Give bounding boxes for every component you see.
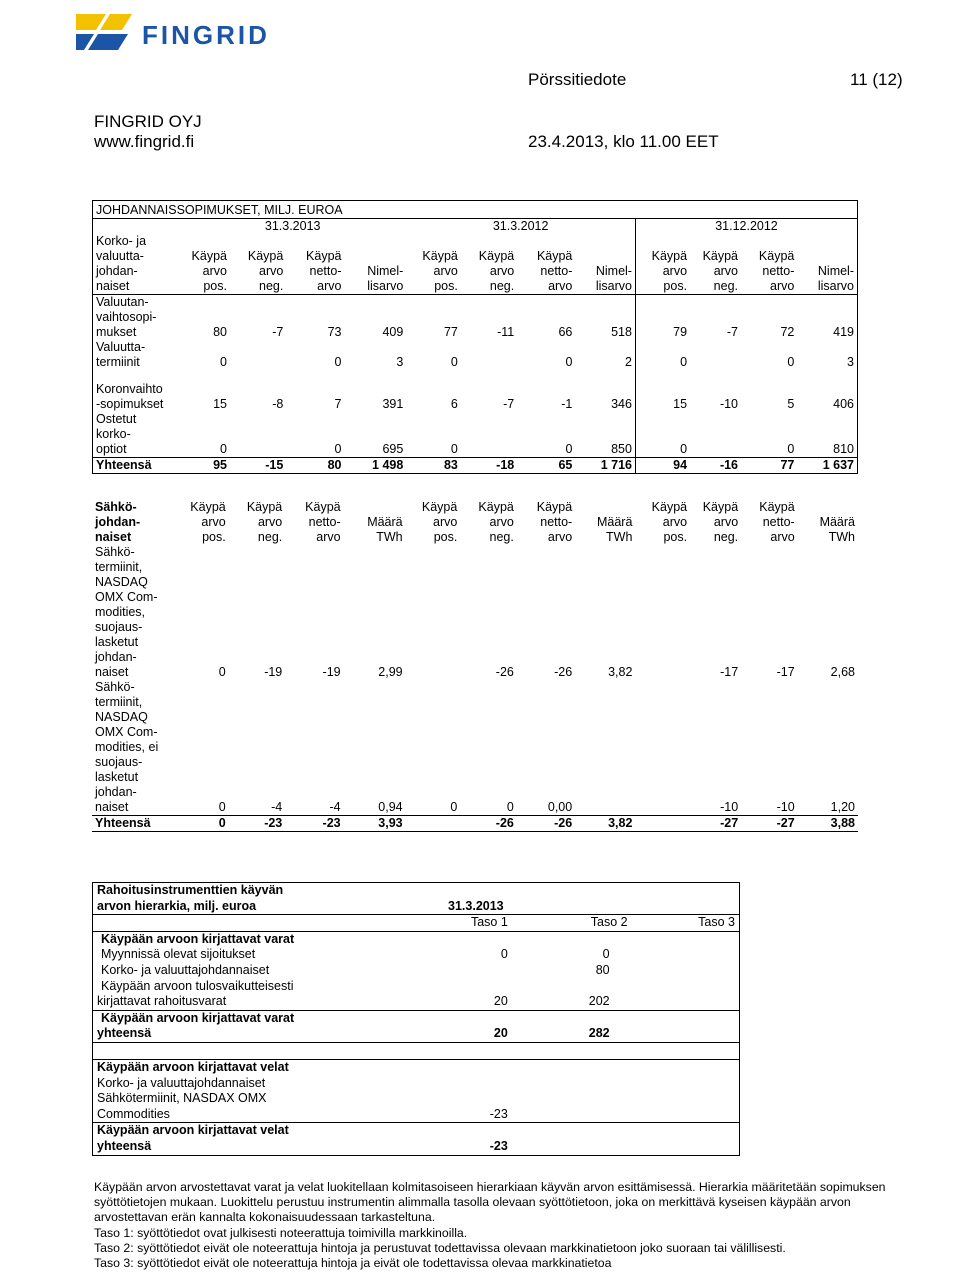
table-row: mukset 80 -7 73 409 77 -11 66 518 79 -7 72 419 [96,325,854,339]
table-row: Myynnissä olevat sijoitukset 0 0 [101,947,610,962]
table-row: kirjattavat rahoitusvarat 20 202 [97,994,610,1009]
section2-label-line2: johdan- [95,515,141,529]
section1-label-line4: naiset [96,279,130,293]
hierarchy-date: 31.3.2013 [400,899,739,915]
section1-label-line2: valuutta- [96,249,144,263]
hierarchy-title-line2: arvon hierarkia, milj. euroa [93,899,401,915]
section1-label-line1: Korko- ja [96,234,147,248]
logo-mark-blue-2 [88,34,128,50]
fair-value-hierarchy-table: Rahoitusinstrumenttien käyvän arvon hierarkia, milj. euroa 31.3.2013 Taso 1 Taso 2 Taso 3 Käypään arvoon kirjattavat varat Myynnissä olevat sijoitukset 0 0 Korko- ja valuuttajohdannaiset 80 Käypään arvoon tulosvaikutteisesti kirjattavat rahoitusvarat 20 202 Käypään arvoon kirjattavat varat yhteensä 20 282 Käypään arvoon kirjattavat velat Korko- ja valuuttajohdannaiset Sähkötermiinit, NASDAX OMX Commodities -23 Käypään arvoon kirjattavat velat yhteensä -23 [92,882,740,1156]
footnote-intro: Käypään arvon arvostettavat varat ja velat luokitellaan kolmitasoiseen hierarkiaan käyvän arvon esittämisessä. Hierarkia määritetään sopimuksen syöttötietojen mukaan. Luokittelu perustuu instrumentin alimmalla tasolla olevaan syöttötietoon, joka on merkittävä kyseisen käypään arvon arvostettavan erän kannalta kokonaisuudessaan tarkasteltuna. [94,1180,886,1225]
table-row: Commodities -23 [97,1106,508,1121]
level-3-header: Taso 3 [632,915,740,932]
total-row: yhteensä 20 282 [93,1026,740,1042]
table-row: naiset 0 -4 -4 0,94 0 0 0,00 -10 -10 1,20 [95,800,855,814]
company-website: www.fingrid.fi [94,132,195,151]
doc-type: Pörssitiedote [528,70,627,89]
row-label: Valuutan- [93,295,180,311]
logo-mark-yellow-2 [100,14,132,30]
total-row: Yhteensä 0 -23 -23 3,93 -26 -26 3,82 -27 -27 3,88 [92,816,858,832]
assets-heading: Käypään arvoon kirjattavat varat [101,931,295,946]
total-row: yhteensä -23 [97,1138,508,1153]
period-header-3: 31.12.2012 [635,219,857,235]
footnotes [94,1180,914,1271]
logo-text: FINGRID [142,20,270,50]
release-datetime: 23.4.2013, klo 11.00 EET [528,132,719,151]
period-header-2: 31.3.2012 [406,219,635,235]
section2-label-line1: Sähkö- [95,500,137,514]
total-row: Yhteensä 95 -15 80 1 498 83 -18 65 1 716 94 -16 77 1 637 [93,458,858,474]
period-header-1: 31.3.2013 [179,219,406,235]
derivatives-title: JOHDANNAISSOPIMUKSET, MILJ. EUROA [96,203,343,217]
fingrid-logo [72,8,302,54]
liabilities-heading: Käypään arvoon kirjattavat velat [93,1059,740,1075]
level-2-header: Taso 2 [512,915,632,932]
level-1-header: Taso 1 [400,915,512,932]
table-row: Korko- ja valuuttajohdannaiset [97,1075,266,1090]
table-row: termiinit 0 0 3 0 0 2 0 0 3 [96,355,854,369]
table-row: Korko- ja valuuttajohdannaiset 80 [101,962,610,977]
section1-label-line3: johdan- [96,264,138,278]
footnote-level-3: Taso 3: syöttötiedot eivät ole noteerattuja hintoja ja eivät ole todettavissa olevaa markkinatietoa [94,1256,612,1271]
footnote-level-1: Taso 1: syöttötiedot ovat julkisesti noteerattuja toimivilla markkinoilla. [94,1225,468,1240]
derivatives-table-interest-currency: JOHDANNAISSOPIMUKSET, MILJ. EUROA 31.3.2013 31.3.2012 31.12.2012 Korko- ja valuutta- Käypä Käypä Käypä Käypä Käypä Käypä Käypä Käypä Käypä johdan- arvo arvo netto- Nimel- arvo arvo netto- Nimel- arvo arvo netto- Nimel- naiset pos. neg. arvo lisarvo pos. neg. arvo lisarvo pos. neg. arvo lisarvo Valuutan- vaihtosopi- mukset 80 -7 73 409 77 -11 66 518 79 -7 72 419 Valuutta- termiinit 0 0 3 0 0 2 0 0 3 Koronvaihto -sopimukset 15 -8 7 391 6 -7 -1 346 15 -10 5 406 Ostetut korko- optiot 0 0 695 0 0 850 0 0 810 Yhteensä 95 -15 80 1 498 83 -18 65 1 716 94 -16 77 1 637 [92,200,858,474]
company-name: FINGRID OYJ [94,112,202,131]
hierarchy-title-line1: Rahoitusinstrumenttien käyvän [97,883,284,897]
table-row: -sopimukset 15 -8 7 391 6 -7 -1 346 15 -10 5 406 [96,397,854,411]
table-row: naiset 0 -19 -19 2,99 -26 -26 3,82 -17 -17 2,68 [95,665,855,679]
table-row: optiot 0 0 695 0 0 850 0 0 810 [96,442,854,456]
footnote-level-2: Taso 2: syöttötiedot eivät ole noteerattuja hintoja ja perustuvat todettavissa olevaan markkinatietoon joko suoraan tai välillisesti. [94,1240,786,1255]
page-number: 11 (12) [850,70,903,89]
section2-label-line3: naiset [95,530,132,544]
derivatives-table-electricity: Sähkö- Käypä Käypä Käypä Käypä Käypä Käypä Käypä Käypä Käypä johdan- arvo arvo netto- Määrä arvo arvo netto- Määrä arvo arvo netto- Määrä naiset pos. neg. arvo TWh pos. neg. arvo TWh pos. neg. arvo TWh Sähkö- termiinit, NASDAQ OMX Com- modities, suojaus- lasketut johdan- naiset 0 -19 -19 2,99 -26 -26 3,82 -17 -17 2,68 Sähkö- termiinit, NASDAQ OMX Com- modities, ei suojaus- lasketut johdan- naiset 0 -4 -4 0,94 0 0 0,00 -10 -10 1,20 Yhteensä 0 -23 -23 3,93 -26 -26 3,82 -27 -27 3,88 [92,500,858,832]
